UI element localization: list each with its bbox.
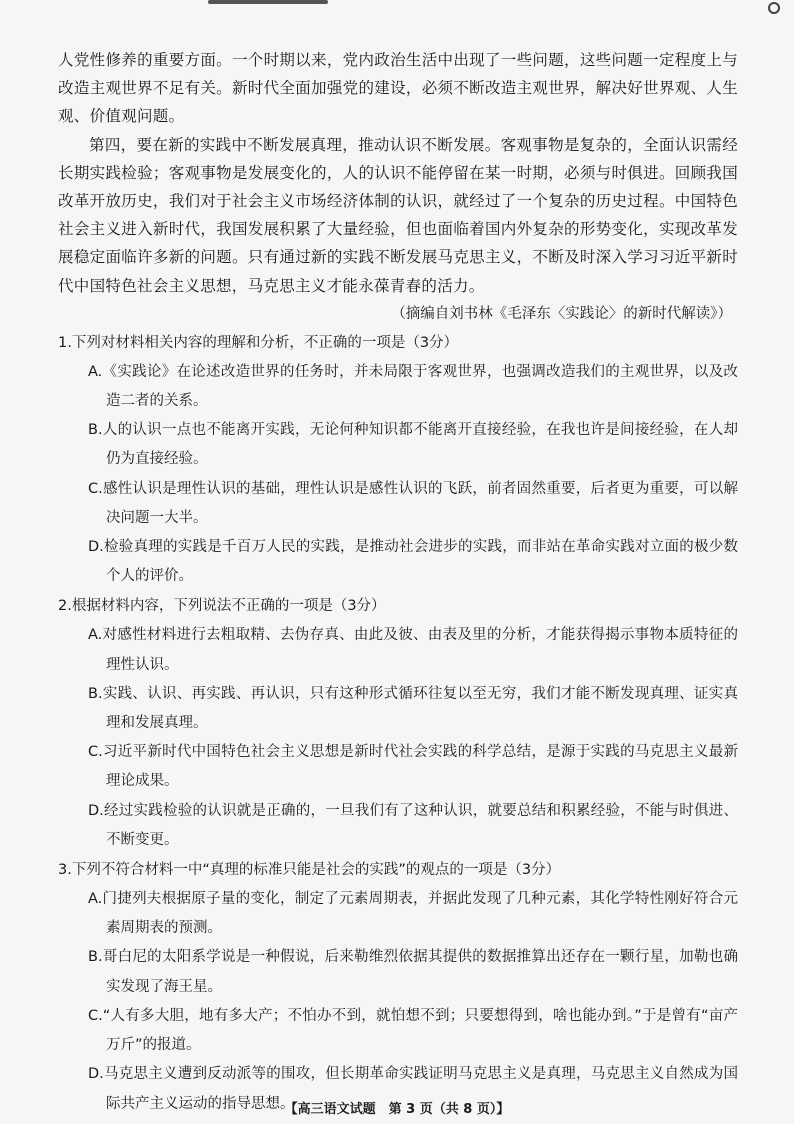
passage-paragraph: 第四，要在新的实践中不断发展真理，推动认识不断发展。客观事物是复杂的，全面认识需经长期实践检验；客观事物是发展变化的，人的认识不能停留在某一时期，必须与时俱进。回顾我国改革开放历史，我们对于社会主义市场经济体制的认识，就经过了一个复杂的历史过程。中国特色社会主义进入新时代，我国发展积累了大量经验，但也面临着国内外复杂的形势变化，实现改革发展稳定面临许多新的问题。只有通过新的实践不断发展马克思主义，不断及时深入学习习近平新时代中国特色社会主义思想，马克思主义才能永葆青春的活力。: [58, 135, 738, 295]
question-option-c: C.“人有多大胆，地有多大产；不怕办不到，就怕想不到；只要想得到，啥也能办到。”于是曾有“亩产万斤”的报道。: [88, 1007, 738, 1054]
question-option-b: B.实践、认识、再实践、再认识，只有这种形式循环往复以至无穷，我们才能不断发现真理、证实真理和发展真理。: [88, 685, 738, 732]
question-2: [58, 591, 738, 855]
question-option-b: B.哥白尼的太阳系学说是一种假说，后来勒维烈依据其提供的数据推算出还存在一颗行星，加勒也确实发现了海王星。: [88, 949, 738, 995]
passage-paragraph: 人党性修养的重要方面。一个时期以来，党内政治生活中出现了一些问题，这些问题一定程度上与改造主观世界不足有关。新时代全面加强党的建设，必须不断改造主观世界，解决好世界观、人生观、价值观问题。: [58, 51, 738, 126]
question-3: [58, 855, 738, 1119]
exam-page: [58, 46, 738, 1119]
question-option-a: A.门捷列夫根据原子量的变化，制定了元素周期表，并据此发现了几种元素，其化学特性刚好符合元素周期表的预测。: [88, 891, 738, 937]
page-footer: 【高三语文试题 第 3 页（共 8 页）】: [284, 1102, 510, 1117]
question-option-c: C.习近平新时代中国特色社会主义思想是新时代社会实践的科学总结，是源于实践的马克思主义最新理论成果。: [88, 744, 738, 790]
question-stem: 2.根据材料内容，下列说法不正确的一项是（3分）: [58, 598, 386, 615]
question-option-d: D.经过实践检验的认识就是正确的，一旦我们有了这种认识，就要总结和积累经验，不能与时俱进、不断变更。: [88, 802, 738, 848]
scan-artifact-mark: [208, 0, 328, 4]
question-1: [58, 328, 738, 592]
question-option-d: D.马克思主义遭到反动派等的围攻，但长期革命实践证明马克思主义是真理，马克思主义自然成为国际共产主义运动的指导思想。: [88, 1066, 738, 1112]
question-stem: 3.下列不符合材料一中“真理的标准只能是社会的实践”的观点的一项是（3分）: [58, 862, 561, 879]
question-option-b: B.人的认识一点也不能离开实践，无论何种知识都不能离开直接经验，在我也许是间接经验，在人却仍为直接经验。: [88, 422, 738, 468]
question-option-a: A.《实践论》在论述改造世界的任务时，并未局限于客观世界，也强调改造我们的主观世界，以及改造二者的关系。: [88, 363, 738, 410]
passage-source-citation: （摘编自刘书林《毛泽东〈实践论〉的新时代解读》）: [391, 305, 732, 322]
question-option-d: D.检验真理的实践是千百万人民的实践，是推动社会进步的实践，而非站在革命实践对立面的极少数个人的评价。: [88, 539, 738, 585]
question-option-a: A.对感性材料进行去粗取精、去伪存真、由此及彼、由表及里的分析，才能获得揭示事物本质特征的理性认识。: [88, 627, 738, 673]
question-option-c: C.感性认识是理性认识的基础，理性认识是感性认识的飞跃，前者固然重要，后者更为重要，可以解决问题一大半。: [88, 480, 738, 526]
registration-circle-icon: [768, 2, 780, 14]
question-stem: 1.下列对材料相关内容的理解和分析，不正确的一项是（3分）: [58, 334, 459, 351]
